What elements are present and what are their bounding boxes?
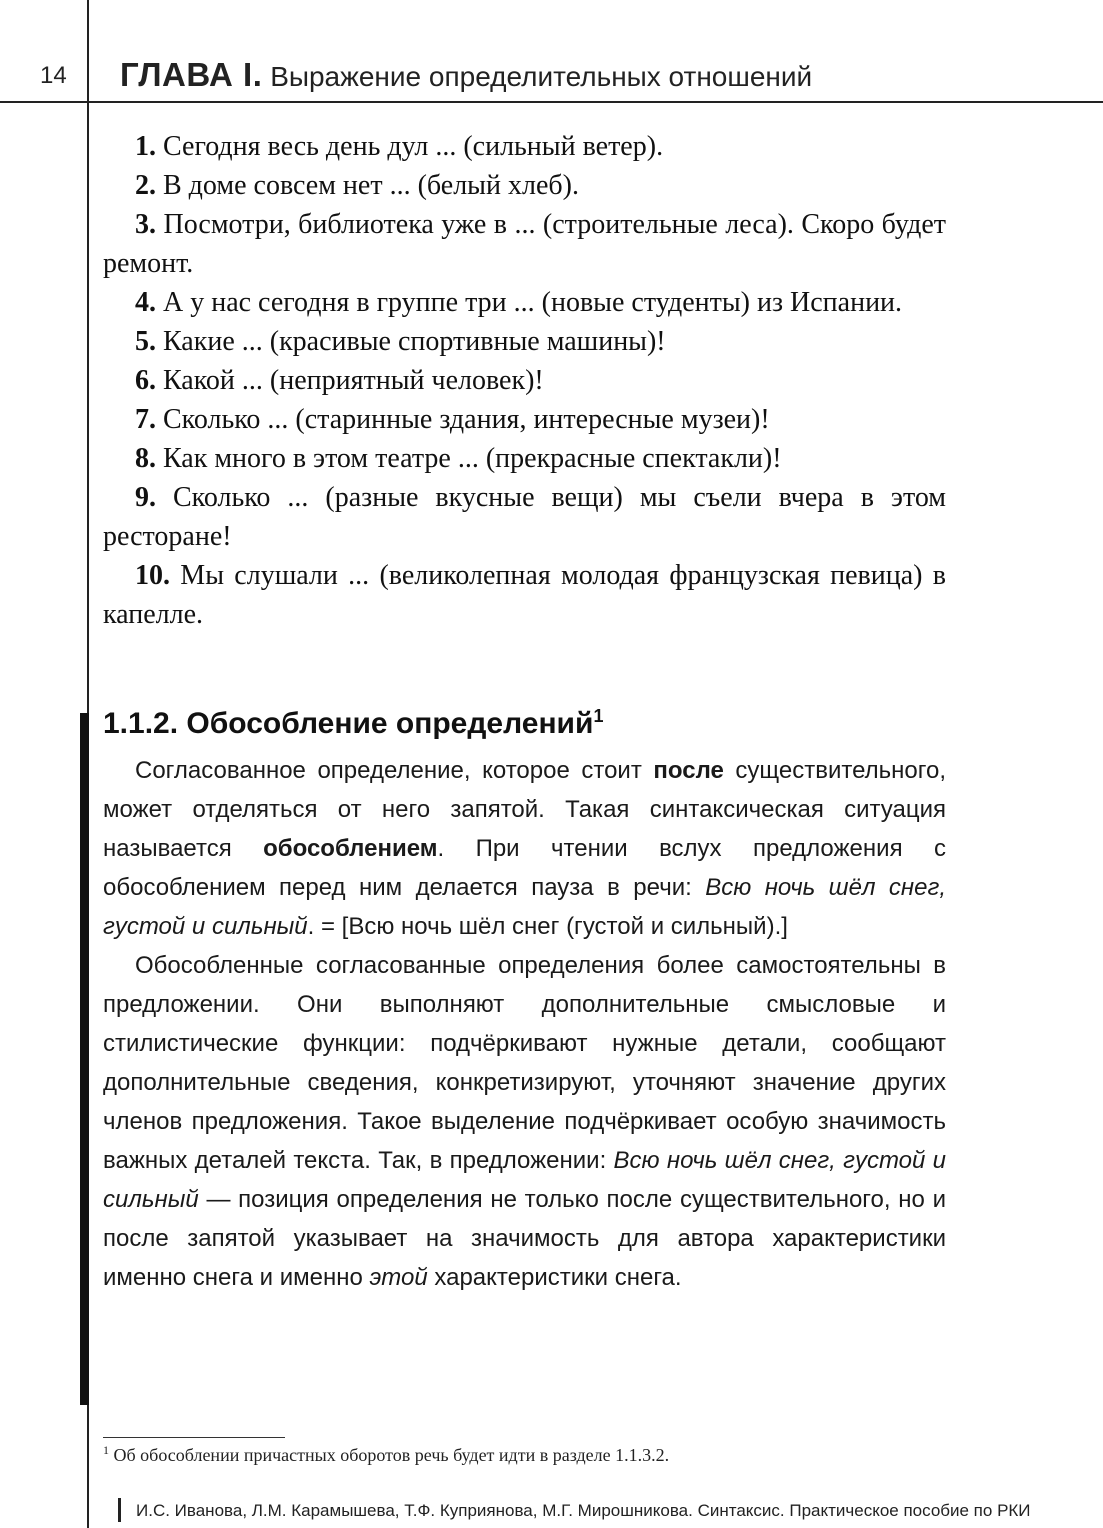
item-number: 1. — [135, 131, 156, 162]
item-text: Как много в этом театре ... (прекрасные спектакли)! — [163, 443, 782, 474]
theory-paragraph — [103, 946, 946, 1297]
exercise-item — [103, 166, 946, 205]
item-text: В доме совсем нет ... (белый хлеб). — [163, 170, 579, 201]
text-run: — позиция определения не только после существительного, но и после запятой указывает на значимость для автора характеристики именно снега и именно — [103, 1186, 946, 1291]
item-text: Мы слушали ... (великолепная молодая французская певица) в капелле. — [103, 560, 947, 630]
item-text: Какой ... (неприятный человек)! — [163, 365, 544, 396]
exercise-list — [103, 127, 946, 634]
text-run: Обособленные согласованные определения более самостоятельны в предложении. Они выполняют дополнительные смысловые и стилистические функции: подчёркивают нужные детали, сообщают дополнительные сведения, конкретизируют, уточняют значение других членов предложения. Такое выделение подчёркивает особую значимость важных деталей текста. Так, в предложении: — [103, 952, 946, 1174]
item-number: 9. — [135, 482, 156, 513]
section-title-text: 1.1.2. Обособление определений — [103, 707, 594, 740]
chapter-title: Выражение определительных отношений — [270, 61, 813, 92]
theory-text — [103, 751, 946, 1297]
item-text: Посмотри, библиотека уже в ... (строительные леса). Скоро будет ремонт. — [103, 209, 947, 279]
item-number: 10. — [135, 560, 170, 591]
item-text: Сколько ... (разные вкусные вещи) мы съели вчера в этом ресторане! — [103, 482, 947, 552]
item-text: Сколько ... (старинные здания, интересные музеи)! — [163, 404, 770, 435]
exercise-item — [103, 205, 946, 283]
exercise-item — [103, 439, 946, 478]
example-italic: Всю ночь шёл снег, густой и сильный — [103, 1147, 946, 1213]
item-number: 8. — [135, 443, 156, 474]
exercise-item — [103, 322, 946, 361]
exercise-item — [103, 556, 946, 634]
footnote-marker: 1 — [103, 1443, 109, 1457]
bold-term: после — [653, 757, 724, 784]
header-horizontal-rule — [0, 101, 1103, 103]
item-number: 6. — [135, 365, 156, 396]
text-run: характеристики снега. — [427, 1264, 682, 1291]
footnote-rule — [103, 1437, 285, 1438]
exercise-item — [103, 478, 946, 556]
text-run: . При чтении вслух предложения с обособлением перед ним делается пауза в речи: — [103, 835, 946, 901]
footnote-text: Об обособлении причастных оборотов речь будет идти в разделе 1.1.3.2. — [109, 1445, 670, 1465]
item-text: Сегодня весь день дул ... (сильный ветер). — [163, 131, 664, 162]
item-text: А у нас сегодня в группе три ... (новые студенты) из Испании. — [163, 287, 903, 318]
footer-credits: И.С. Иванова, Л.М. Карамышева, Т.Ф. Куприянова, М.Г. Мирошникова. Синтаксис. Практическое пособие по РКИ — [136, 1501, 1031, 1520]
item-text: Какие ... (красивые спортивные машины)! — [163, 326, 666, 357]
exercise-item — [103, 283, 946, 322]
text-run: существительного, может отделяться от него запятой. Такая синтаксическая ситуация называется — [103, 757, 947, 862]
item-number: 5. — [135, 326, 156, 357]
footnote — [103, 1443, 946, 1466]
item-number: 2. — [135, 170, 156, 201]
example-italic: этой — [369, 1264, 428, 1291]
running-head — [120, 56, 812, 94]
example-italic: Всю ночь шёл снег, густой и сильный — [103, 874, 946, 940]
page-number: 14 — [40, 62, 67, 89]
text-run: Согласованное определение, которое стоит — [135, 757, 654, 784]
footer-mark — [118, 1498, 121, 1522]
exercise-item — [103, 400, 946, 439]
footnote-reference: 1 — [593, 706, 604, 726]
text-run: . = [Всю ночь шёл снег (густой и сильный).] — [307, 913, 788, 940]
item-number: 3. — [135, 209, 156, 240]
item-number: 7. — [135, 404, 156, 435]
theory-paragraph — [103, 751, 946, 946]
bold-term: обособлением — [263, 835, 438, 862]
section-title — [103, 706, 603, 741]
exercise-item — [103, 127, 946, 166]
chapter-label: ГЛАВА I. — [120, 56, 263, 93]
section-marker-bar — [80, 713, 89, 1405]
exercise-item — [103, 361, 946, 400]
item-number: 4. — [135, 287, 156, 318]
